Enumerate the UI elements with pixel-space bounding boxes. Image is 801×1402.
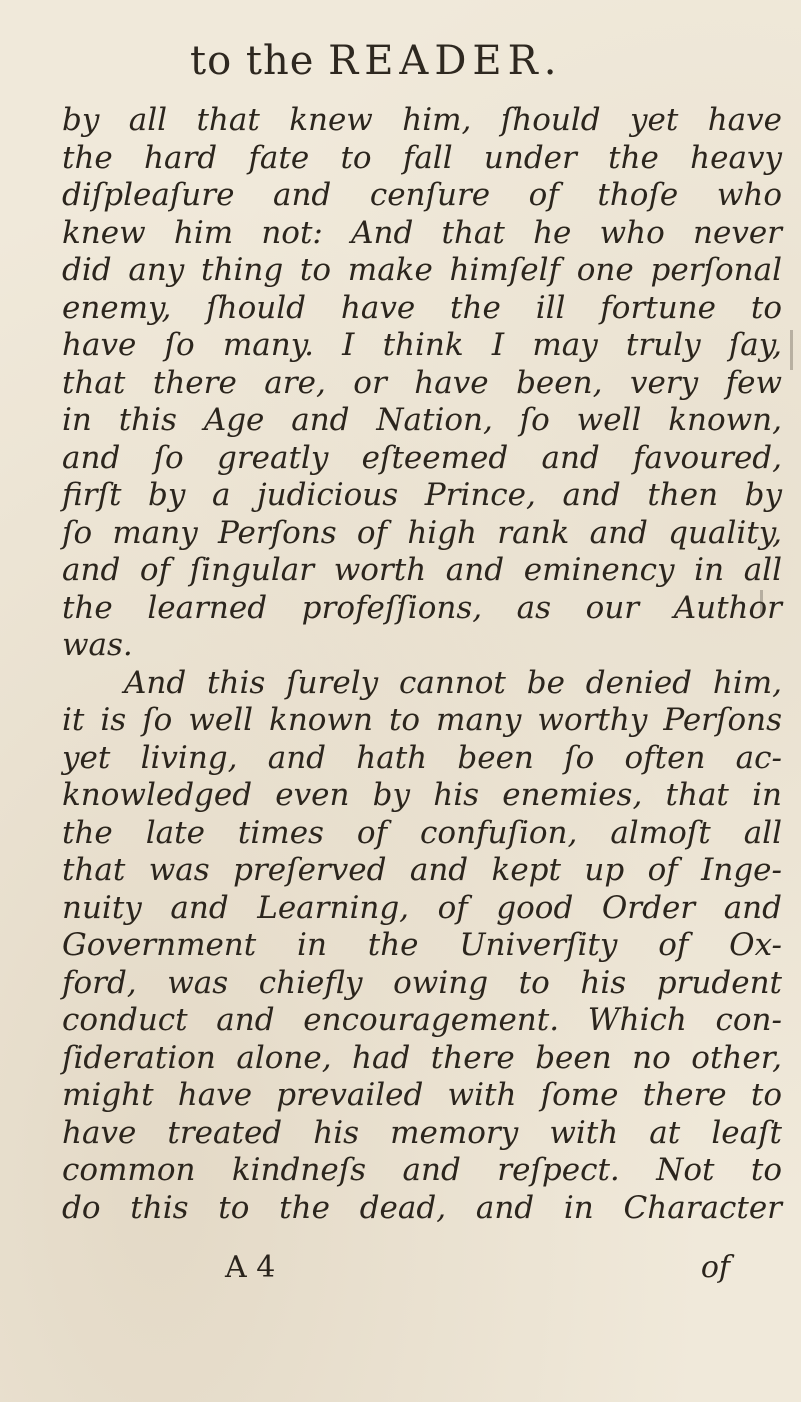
- text-line: and ſo greatly eſteemed and favoured,: [62, 439, 782, 476]
- margin-bleed-mark: [760, 590, 763, 616]
- text-line: the learned profeſſions, as our Author: [62, 589, 782, 626]
- text-line: have ſo many. I think I may truly ſay,: [62, 327, 782, 363]
- text-line: knowledged even by his enemies, that in: [62, 777, 782, 813]
- text-line: and of ſingular worth and eminency in all: [62, 552, 782, 588]
- text-line: ford, was chiefly owing to his prudent: [62, 964, 782, 1001]
- running-head-prefix: to the: [190, 38, 315, 84]
- text-line: in this Age and Nation, ſo well known,: [62, 402, 782, 438]
- running-head-title: READER.: [328, 38, 563, 84]
- text-line: nuity and Learning, of good Order and: [62, 889, 782, 926]
- text-line: common kindneſs and reſpect. Not to: [62, 1152, 782, 1188]
- running-head: [190, 38, 562, 84]
- text-line: diſpleaſure and cenſure of thoſe who: [62, 177, 782, 213]
- text-line: Government in the Univerſity of Ox-: [62, 927, 782, 963]
- text-line: yet living, and hath been ſo often ac-: [62, 739, 782, 776]
- text-line: by all that knew him, ſhould yet have: [62, 102, 782, 138]
- page-footer: [225, 1250, 730, 1290]
- margin-bleed-mark: [790, 330, 793, 370]
- text-line: knew him not: And that he who never: [62, 214, 782, 251]
- text-line: that there are, or have been, very few: [62, 364, 782, 401]
- text-line: have treated his memory with at leaſt: [62, 1114, 782, 1151]
- signature-mark: A 4: [225, 1250, 276, 1285]
- catchword: of: [700, 1250, 730, 1285]
- text-line: do this to the dead, and in Character: [62, 1189, 782, 1226]
- text-line: was.: [62, 627, 133, 663]
- text-line: that was preſerved and kept up of Inge-: [62, 852, 782, 888]
- text-line: enemy, ſhould have the ill fortune to: [62, 289, 782, 326]
- text-line: it is ſo well known to many worthy Perſons: [62, 702, 782, 738]
- body-text: [62, 102, 782, 1227]
- text-line: conduct and encouragement. Which con-: [62, 1002, 782, 1038]
- text-line: the hard fate to fall under the heavy: [62, 139, 782, 176]
- text-line: might have prevailed with ſome there to: [62, 1077, 782, 1113]
- text-line: firſt by a judicious Prince, and then by: [62, 477, 782, 513]
- text-line: ſo many Perſons of high rank and quality,: [62, 514, 782, 551]
- text-line: did any thing to make himſelf one perſonal: [62, 252, 782, 288]
- text-line: And this ſurely cannot be denied him,: [124, 664, 782, 701]
- text-line: ſideration alone, had there been no other,: [62, 1039, 782, 1076]
- text-line: the late times of confuſion, almoſt all: [62, 814, 782, 851]
